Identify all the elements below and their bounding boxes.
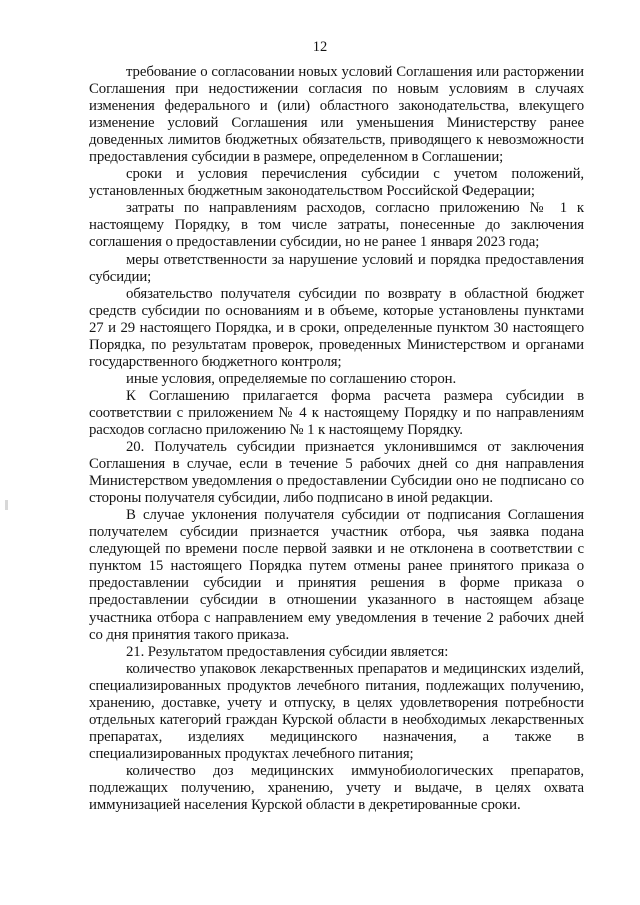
paragraph-expense-directions: затраты по направлениям расходов, согласно приложению № 1 к настоящему Порядку, в том числе затраты, понесенные до заключения соглашения о предоставлении субсидии, но не ранее 1 января 2023 года; [89, 200, 584, 251]
page-number: 12 [312, 39, 328, 55]
paragraph-calculation-form: К Соглашению прилагается форма расчета размера субсидии в соответствии с приложением № 4 к настоящему Порядку и по направлениям расходов согласно приложению № 1 к настоящему Порядку. [89, 387, 584, 438]
document-body [89, 64, 584, 814]
paragraph-result-doses: количество доз медицинских иммунобиологических препаратов, подлежащих получению, хранению, учету и выдаче, в целях охвата иммунизацией населения Курской области в декретированные сроки. [89, 762, 584, 814]
paragraph-transfer-terms: сроки и условия перечисления субсидии с учетом положений, установленных бюджетным законодательством Российской Федерации; [89, 166, 584, 200]
paragraph-other-conditions: иные условия, определяемые по соглашению сторон. [126, 370, 457, 387]
paragraph-evasion-procedure: В случае уклонения получателя субсидии от подписания Соглашения получателем субсидии признается участник отбора, чья заявка подана следующей по времени после первой заявки и не отклонена в соответствии с пунктом 15 настоящего Порядка путем отмены ранее принятого приказа о предоставлении субсидии и принятия решения в форме приказа о предоставлении субсидии в отношении указанного в настоящем абзаце участника отбора с направлением ему уведомления в течение 2 рабочих дней со дня принятия такого приказа. [89, 507, 584, 643]
paragraph-clause-21: 21. Результатом предоставления субсидии является: [126, 643, 449, 660]
paragraph-liability-measures: меры ответственности за нарушение условий и порядка предоставления субсидии; [89, 251, 584, 285]
paragraph-refund-obligation: обязательство получателя субсидии по возврату в областной бюджет средств субсидии по основаниям и в объеме, которые установлены пунктами 27 и 29 настоящего Порядка, и в сроки, определенные пунктом 30 настоящего Порядка, по результатам проверок, проведенных Министерством и органами государственного бюджетного контроля; [89, 285, 584, 370]
scan-margin-mark [5, 500, 8, 510]
paragraph-agreement-amendment-requirement: требование о согласовании новых условий Соглашения или расторжении Соглашения при недостижении согласия по новым условиям в случаях изменения федерального и (или) областного законодательства, влекущего изменение условий Соглашения или уменьшения Министерству ранее доведенных лимитов бюджетных обязательств, приводящего к невозможности предоставления субсидии в размере, определенном в Соглашении; [89, 64, 584, 166]
paragraph-result-packages: количество упаковок лекарственных препаратов и медицинских изделий, специализированных продуктов лечебного питания, подлежащих получению, хранению, доставке, учету и отпуску, в целях удовлетворения потребности отдельных категорий граждан Курской области в необходимых лекарственных препаратах, изделиях медицинского назначения, а также в специализированных продуктах лечебного питания; [89, 660, 584, 762]
paragraph-clause-20: 20. Получатель субсидии признается уклонившимся от заключения Соглашения в случае, если в течение 5 рабочих дней со дня направления Министерством уведомления о предоставлении Субсидии оно не подписано со стороны получателя субсидии, либо подписано в иной редакции. [89, 439, 584, 507]
